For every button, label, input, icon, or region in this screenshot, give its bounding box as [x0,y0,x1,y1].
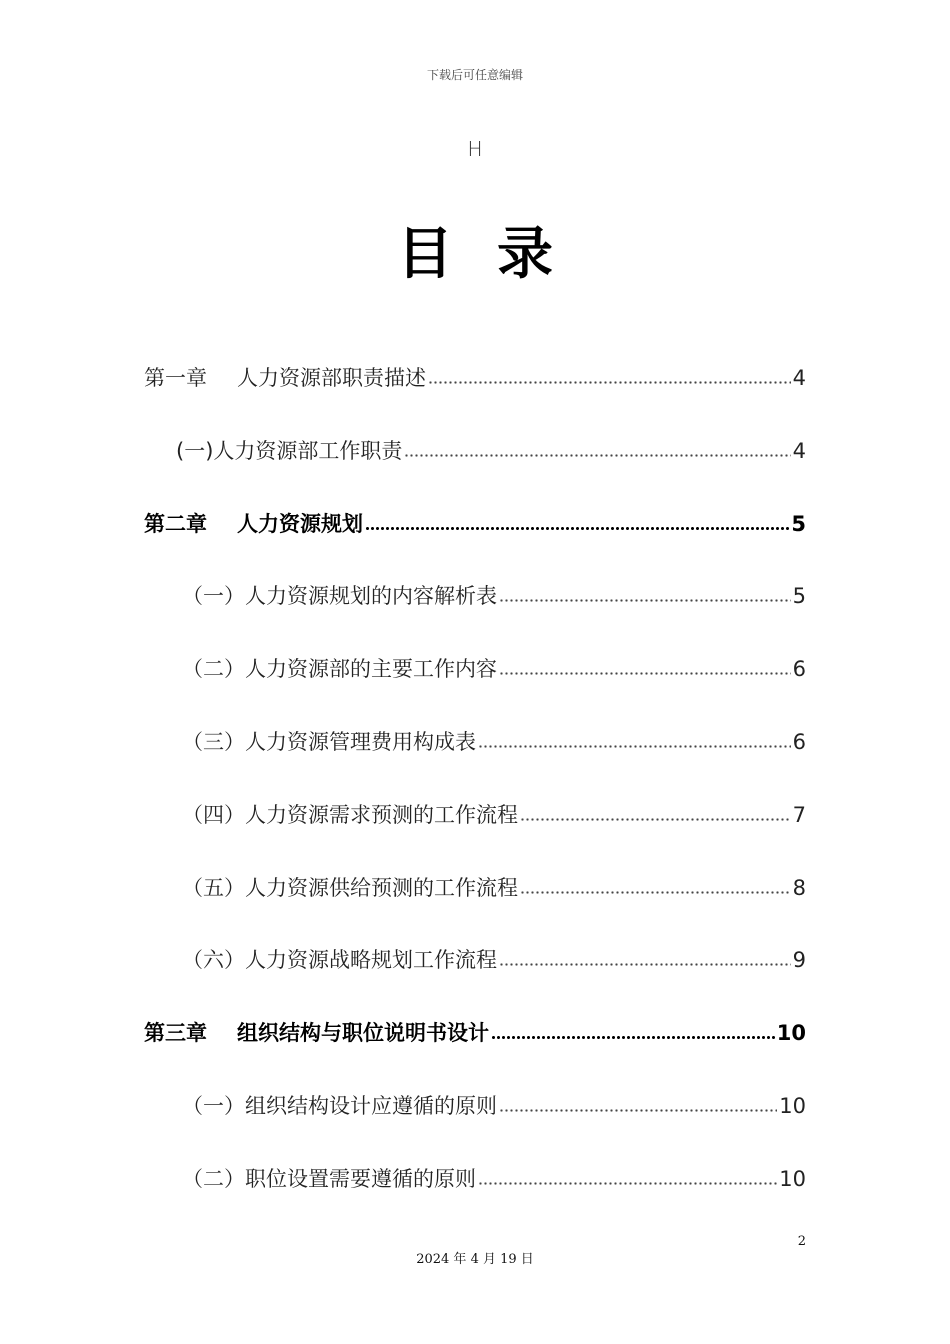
toc-entry-title: （一）组织结构设计应遵循的原则 [182,1094,497,1118]
toc-entry-label [182,944,497,976]
toc-entry-page: 5 [791,512,806,536]
toc-entry[interactable] [182,799,806,831]
toc-entry[interactable] [144,362,806,394]
toc-entry[interactable] [182,872,806,904]
toc-dot-leader [499,1107,777,1113]
toc-entry[interactable] [182,580,806,612]
toc-entry-title: 人力资源规划 [237,512,363,536]
toc-entry-label [182,726,476,758]
toc-entry-page: 5 [792,584,806,608]
toc-entry-page: 10 [779,1094,806,1118]
header-note: 下载后可任意编辑 [426,68,523,82]
toc-chapter-number: 第二章 [144,512,207,536]
toc-dot-leader [499,961,791,967]
toc-entry-title: （三）人力资源管理费用构成表 [182,730,476,754]
toc-entry[interactable] [144,508,806,540]
toc-entry[interactable] [182,944,806,976]
toc-entry[interactable] [144,1017,806,1049]
toc-entry-page: 4 [792,439,806,463]
toc-dot-leader [428,379,791,385]
toc-title: 目录 [397,221,597,287]
toc-entry-label [182,872,518,904]
toc-entry-title: （四）人力资源需求预测的工作流程 [182,803,518,827]
toc-dot-leader [491,1034,775,1040]
toc-chapter-number: 第一章 [144,366,207,390]
toc-entry[interactable] [182,653,806,685]
page-number: 2 [797,1234,806,1249]
toc-entry-title: （二）人力资源部的主要工作内容 [182,657,497,681]
toc-entry-page: 6 [792,730,806,754]
toc-entry-page: 10 [776,1021,806,1045]
toc-entry-page: 6 [792,657,806,681]
toc-entry[interactable] [176,435,806,467]
toc-dot-leader [404,452,790,458]
toc-entry-page: 10 [779,1167,806,1191]
toc-chapter-number: 第三章 [144,1021,207,1045]
toc-entry-title: （六）人力资源战略规划工作流程 [182,948,497,972]
toc-dot-leader [499,670,791,676]
toc-entry[interactable] [182,1163,806,1195]
toc-entry-page: 9 [792,948,806,972]
toc-entry-label [182,1163,476,1195]
toc-entry-page: 7 [792,803,806,827]
toc-dot-leader [365,525,789,531]
toc-entry-label [144,508,363,540]
toc-entry[interactable] [182,1090,806,1122]
toc-entry-title: 人力资源部职责描述 [237,366,426,390]
toc-entry-title: (一)人力资源部工作职责 [176,439,403,463]
footer-date: 2024 年 4 月 19 日 [416,1252,534,1267]
toc-dot-leader [520,889,791,895]
toc-entry-label [176,435,402,467]
toc-dot-leader [520,816,791,822]
toc-entry-label [144,1017,489,1049]
toc-dot-leader [499,597,791,603]
toc-dot-leader [478,1180,777,1186]
letter-mark: H [467,137,483,161]
toc-entry-label [182,799,518,831]
toc-entry-label [182,580,497,612]
toc-entry-label [182,653,497,685]
toc-entry-title: （二）职位设置需要遵循的原则 [182,1167,476,1191]
toc-entry-label [182,1090,497,1122]
toc-entry-title: （五）人力资源供给预测的工作流程 [182,876,518,900]
toc-entry-page: 8 [792,876,806,900]
toc-entry-title: 组织结构与职位说明书设计 [237,1021,489,1045]
toc-entry-label [144,362,426,394]
toc-entry-title: （一）人力资源规划的内容解析表 [182,584,497,608]
toc-dot-leader [478,743,791,749]
toc-entry-page: 4 [792,366,806,390]
toc-entry[interactable] [182,726,806,758]
